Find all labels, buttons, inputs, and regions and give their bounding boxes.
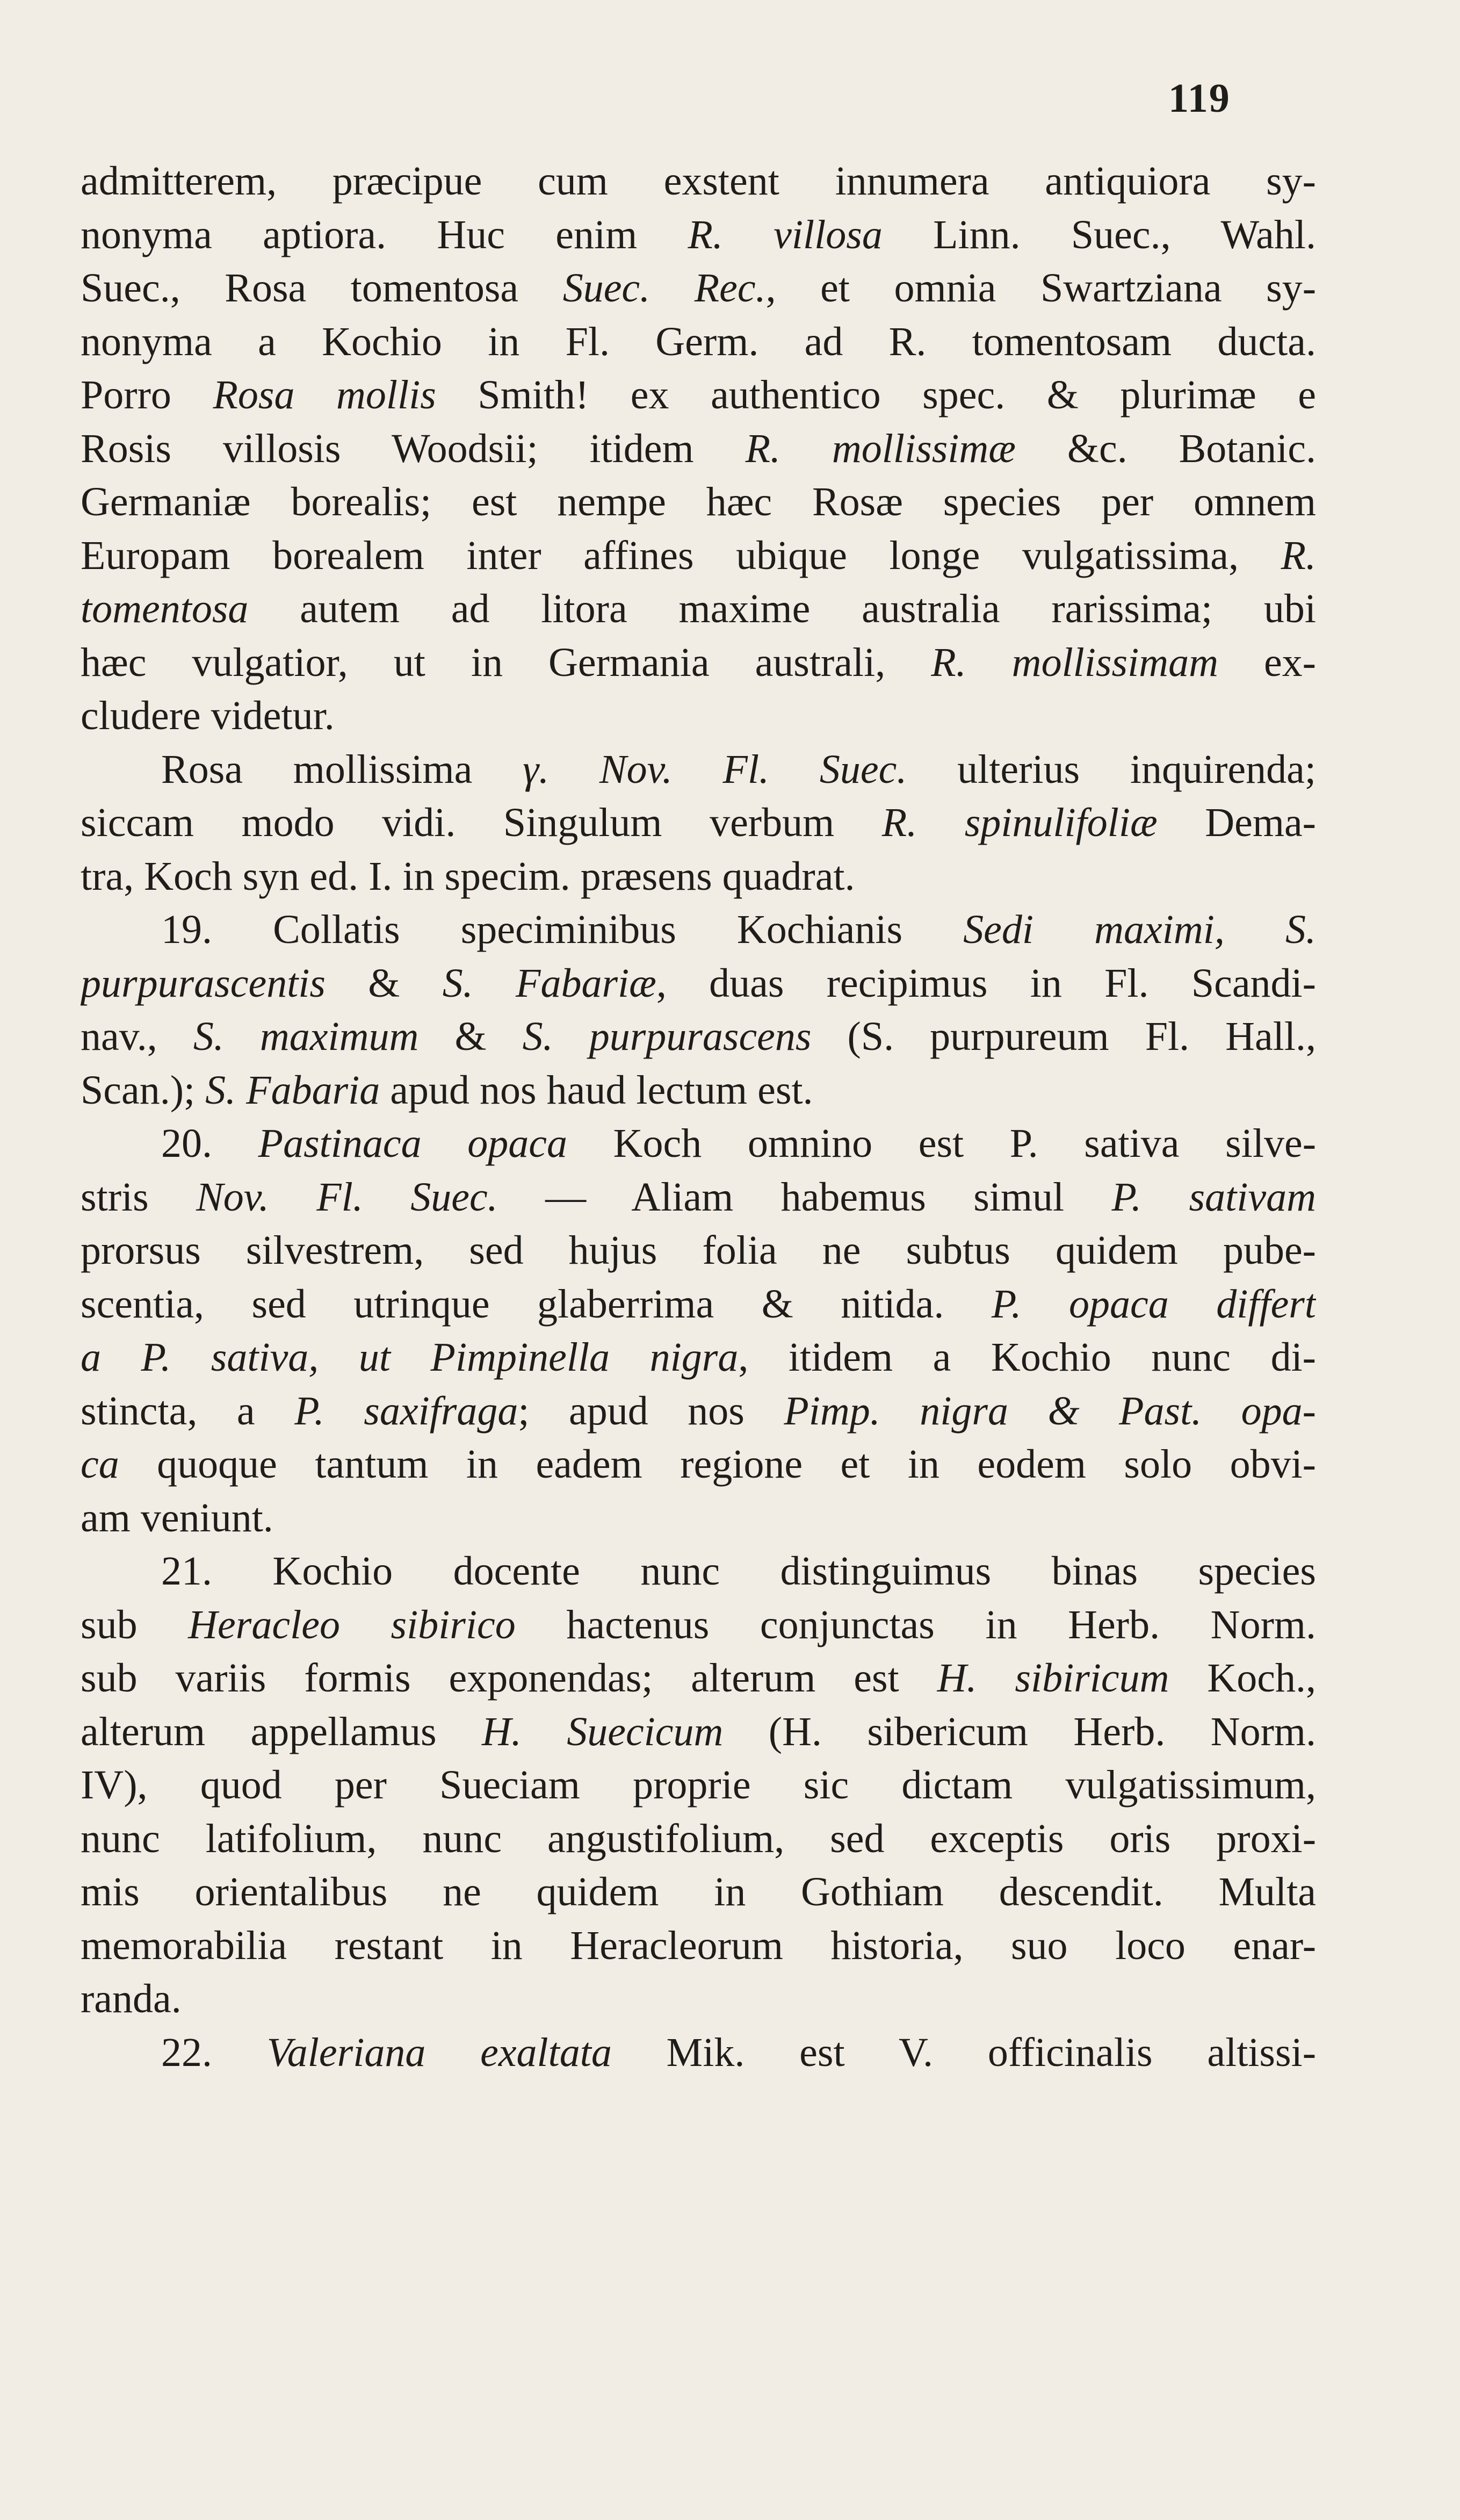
text-line [81,1117,1316,1171]
italic-text: Pimp. nigra & Past. opa- [784,1388,1316,1434]
text-segment: (S. purpureum Fl. Hall., [811,1014,1316,1059]
italic-text: P. sativam [1111,1174,1316,1220]
italic-text: R. mollissimæ [745,426,1016,471]
text-line [81,315,1316,369]
text-line [81,2026,1316,2080]
text-line [81,1545,1316,1599]
text-segment: tra, Koch syn ed. I. in specim. præsens quadrat. [81,853,855,899]
text-segment: memorabilia restant in Heracleorum historia, suo loco enar- [81,1923,1316,1968]
text-line [81,743,1316,797]
text-segment: ; apud nos [518,1388,784,1434]
italic-text: Sedi maximi, S. [963,907,1316,952]
text-segment: , itidem a Kochio nunc di- [738,1335,1316,1380]
italic-text: S. Fabariæ [442,960,656,1006]
text-segment: & [418,1014,523,1059]
italic-text: Valeriana exaltata [266,2029,612,2075]
text-line [81,1812,1316,1866]
text-segment: hæc vulgatior, ut in Germania australi, [81,639,931,685]
text-line [81,1064,1316,1118]
text-line [81,1652,1316,1705]
italic-text: R. [1281,532,1316,578]
text-line [81,957,1316,1011]
text-segment: alterum appellamus [81,1709,482,1754]
text-line [81,1759,1316,1812]
text-segment: nunc latifolium, nunc angustifolium, sed exceptis oris proxi- [81,1816,1316,1861]
text-segment: 21. Kochio docente nunc distinguimus binas species [161,1549,1316,1594]
italic-text: R. villosa [688,212,883,257]
text-segment: nonyma a Kochio in Fl. Germ. ad R. tomentosam ducta. [81,319,1316,364]
italic-text: S. Fabaria [205,1067,380,1113]
italic-text: S. maximum [193,1014,419,1059]
text-line [81,1492,1316,1545]
italic-text: H. Suecicum [481,1709,724,1754]
text-segment: 22. [161,2029,267,2075]
text-segment: sub variis formis exponendas; alterum est [81,1655,937,1701]
text-line [81,1972,1316,2026]
text-segment: Smith! ex authentico spec. & plurimæ e [436,372,1316,417]
text-segment: admitterem, præcipue cum exstent innumera antiquiora sy- [81,159,1316,204]
text-line [81,1705,1316,1759]
text-line [81,903,1316,957]
text-segment: Suec., Rosa tomentosa [81,265,563,311]
text-segment: mis orientalibus ne quidem in Gothiam descendit. Multa [81,1869,1316,1914]
text-line [81,689,1316,743]
text-line [81,1224,1316,1278]
text-segment: IV), quod per Sueciam proprie sic dictam vulgatissimum, [81,1762,1316,1808]
italic-text: Pastinaca opaca [258,1121,567,1166]
italic-text: H. sibiricum [937,1655,1169,1701]
text-segment: Scan.); [81,1067,206,1113]
text-line [81,1171,1316,1225]
text-segment: am veniunt. [81,1495,273,1540]
text-segment: &c. Botanic. [1015,426,1316,471]
text-line [81,1866,1316,1919]
text-line [81,582,1316,636]
text-segment: nonyma aptiora. Huc enim [81,212,688,257]
italic-text: Heracleo sibirico [188,1602,516,1647]
text-segment: ulterius inquirenda; [907,746,1316,792]
text-line [81,369,1316,422]
text-segment: nav., [81,1014,193,1059]
text-segment: Koch., [1169,1655,1316,1701]
italic-text: Rosa mollis [213,372,436,417]
italic-text: Nov. Fl. Suec. [196,1174,498,1220]
text-line [81,262,1316,315]
italic-text: tomentosa [81,586,249,631]
text-segment: stris [81,1174,197,1220]
text-segment: Koch omnino est P. sativa silve- [567,1121,1316,1166]
text-line [81,529,1316,583]
italic-text: R. spinulifoliæ [881,800,1158,845]
text-segment: siccam modo vidi. Singulum verbum [81,800,882,845]
text-line [81,1599,1316,1652]
text-segment: randa. [81,1976,182,2021]
text-line [81,1385,1316,1438]
text-segment: Dema- [1157,800,1316,845]
italic-text: P. opaca differt [991,1281,1316,1327]
text-segment: & [326,960,443,1006]
text-line [81,1331,1316,1385]
text-line [81,1438,1316,1492]
text-segment: Rosa mollissima [161,746,523,792]
text-segment: quoque tantum in eadem regione et in eodem solo obvi- [119,1442,1316,1487]
text-line [81,1010,1316,1064]
text-segment: , et omnia Swartziana sy- [765,265,1316,311]
text-segment: Rosis villosis Woodsii; itidem [81,426,746,471]
text-segment: (H. sibericum Herb. Norm. [723,1709,1316,1754]
text-segment: sub [81,1602,189,1647]
text-line [81,796,1316,850]
text-line [81,155,1316,208]
italic-text: S. purpurascens [522,1014,812,1059]
italic-text: ca [81,1442,119,1487]
text-segment: hactenus conjunctas in Herb. Norm. [515,1602,1316,1647]
text-segment: Linn. Suec., Wahl. [882,212,1316,257]
text-segment: ex- [1218,639,1316,685]
italic-text: R. mollissimam [931,639,1218,685]
body-text [81,155,1316,2079]
page-number: 119 [1168,76,1231,121]
italic-text: P. saxifraga [294,1388,518,1434]
text-segment: prorsus silvestrem, sed hujus folia ne subtus quidem pube- [81,1228,1316,1273]
text-segment: Germaniæ borealis; est nempe hæc Rosæ species per omnem [81,479,1316,524]
text-segment: 20. [161,1121,258,1166]
text-line [81,636,1316,690]
text-line [81,476,1316,529]
text-segment: scentia, sed utrinque glaberrima & nitida. [81,1281,992,1327]
text-segment: autem ad litora maxime australia rarissima; ubi [248,586,1316,631]
text-segment: — Aliam habemus simul [497,1174,1112,1220]
text-segment: 19. Collatis speciminibus Kochianis [161,907,964,952]
text-line [81,1919,1316,1973]
text-line [81,1278,1316,1331]
text-line [81,850,1316,904]
italic-text: Suec. Rec. [562,265,766,311]
text-segment: , duas recipimus in Fl. Scandi- [656,960,1316,1006]
text-segment: cludere videtur. [81,693,335,738]
italic-text: γ. Nov. Fl. Suec. [523,746,907,792]
italic-text: purpurascentis [81,960,326,1006]
text-segment: Europam borealem inter affines ubique longe vulgatissima, [81,532,1281,578]
italic-text: a P. sativa, ut Pimpinella nigra [81,1335,739,1380]
text-segment: Porro [81,372,213,417]
text-segment: stincta, a [81,1388,295,1434]
text-segment: Mik. est V. officinalis altissi- [611,2029,1316,2075]
text-line [81,208,1316,262]
text-segment: apud nos haud lectum est. [380,1067,813,1113]
text-line [81,422,1316,476]
